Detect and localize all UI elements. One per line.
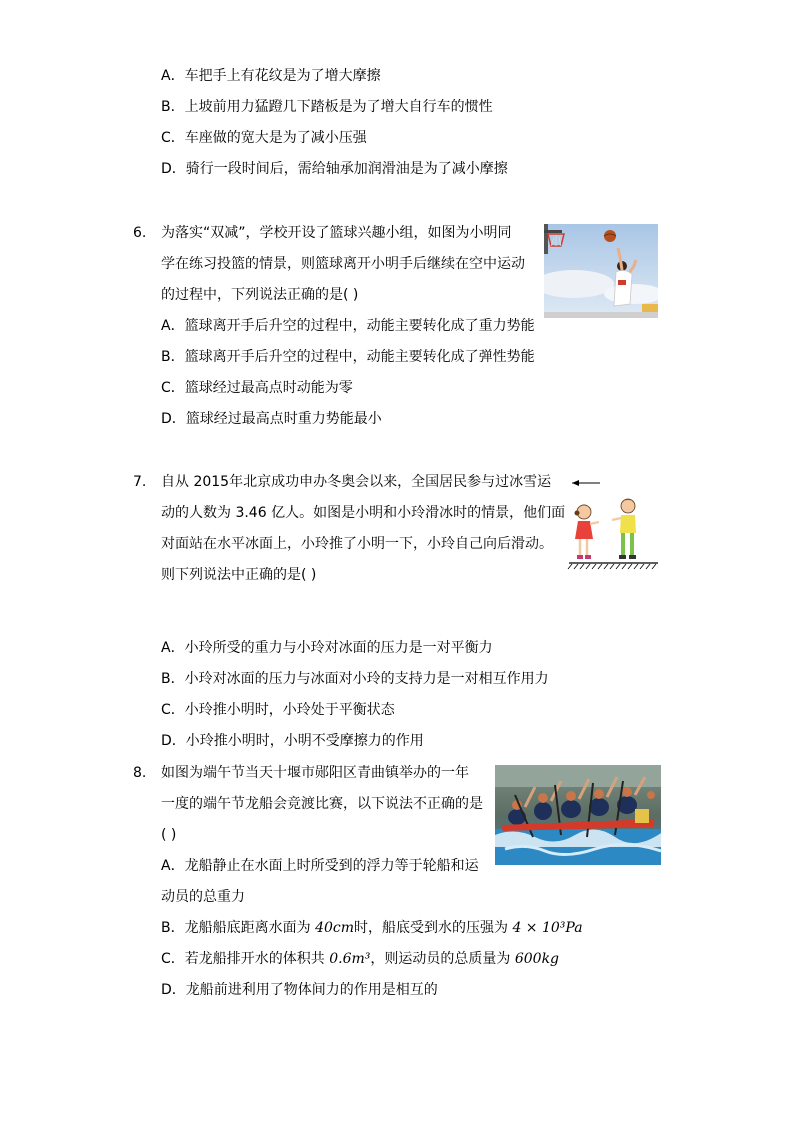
q8-option-a-line-1: A．龙船静止在水面上时所受到的浮力等于轮船和运	[161, 858, 479, 874]
q8-option-a-line-2: 动员的总重力	[161, 889, 245, 905]
q7-option-b: B．小玲对冰面的压力与冰面对小玲的支持力是一对相互作用力	[161, 671, 549, 687]
q7-option-c: C．小玲推小明时，小玲处于平衡状态	[161, 702, 395, 718]
q7-number: 7.	[133, 474, 147, 490]
q7-stem-line-2: 动的人数为 3.46 亿人。如图是小明和小玲滑冰时的情景，他们面	[161, 505, 566, 521]
q5-option-a: A．车把手上有花纹是为了增大摩擦	[161, 68, 381, 84]
q6-option-d: D．篮球经过最高点时重力势能最小	[161, 411, 382, 427]
q6-stem-line-1: 为落实“双减”，学校开设了篮球兴趣小组，如图为小明同	[161, 225, 512, 241]
q7-stem-line-1: 自从 2015年北京成功申办冬奥会以来，全国居民参与过冰雪运	[161, 474, 552, 490]
q5-option-c: C．车座做的宽大是为了减小压强	[161, 130, 367, 146]
q8-option-c-text: C．若龙船排开水的体积共	[161, 951, 330, 967]
q5-option-d: D．骑行一段时间后，需给轴承加润滑油是为了减小摩擦	[161, 161, 508, 177]
q8-option-b-pressure: 4 × 10³Pa	[512, 920, 583, 936]
q6-stem-line-3: 的过程中，下列说法正确的是( )	[161, 287, 359, 303]
q8-number: 8.	[133, 765, 147, 781]
basketball-photo	[544, 224, 658, 318]
q6-option-b: B．篮球离开手后升空的过程中，动能主要转化成了弹性势能	[161, 349, 535, 365]
q8-option-c	[161, 949, 559, 969]
q8-option-c-mass: 600kg	[514, 951, 560, 967]
q6-stem-line-2: 学在练习投篮的情景，则篮球离开小明手后继续在空中运动	[161, 256, 525, 272]
q8-option-d: D．龙船前进利用了物体间力的作用是相互的	[161, 982, 438, 998]
q5-option-b: B．上坡前用力猛蹬几下踏板是为了增大自行车的惯性	[161, 99, 493, 115]
q7-option-a: A．小玲所受的重力与小玲对冰面的压力是一对平衡力	[161, 640, 493, 656]
q8-stem-line-2: 一度的端午节龙船会竞渡比赛，以下说法不正确的是	[161, 796, 483, 812]
q8-option-b-depth: 40cm	[315, 920, 354, 936]
q7-stem-line-4: 则下列说法中正确的是( )	[161, 567, 317, 583]
left-arrow-icon	[572, 480, 600, 486]
q7-stem-line-3: 对面站在水平冰面上，小玲推了小明一下，小玲自己向后滑动。	[161, 536, 553, 552]
q7-option-d: D．小玲推小明时，小明不受摩擦力的作用	[161, 733, 424, 749]
q8-option-c-mid: ，则运动员的总质量为	[370, 951, 515, 967]
q6-option-a: A．篮球离开手后升空的过程中，动能主要转化成了重力势能	[161, 318, 535, 334]
q8-stem-line-1: 如图为端午节当天十堰市郧阳区青曲镇举办的一年	[161, 765, 469, 781]
q8-option-c-volume: 0.6m³	[329, 951, 371, 967]
q8-option-b-text: B．龙船船底距离水面为	[161, 920, 316, 936]
dragon-boat-photo	[495, 765, 661, 865]
q8-stem-line-3: ( )	[161, 827, 177, 843]
skaters-diagram	[566, 475, 660, 575]
q6-number: 6.	[133, 225, 147, 241]
q8-option-b	[161, 918, 583, 938]
q6-option-c: C．篮球经过最高点时动能为零	[161, 380, 353, 396]
q8-option-b-mid: 时，船底受到水的压强为	[354, 920, 513, 936]
